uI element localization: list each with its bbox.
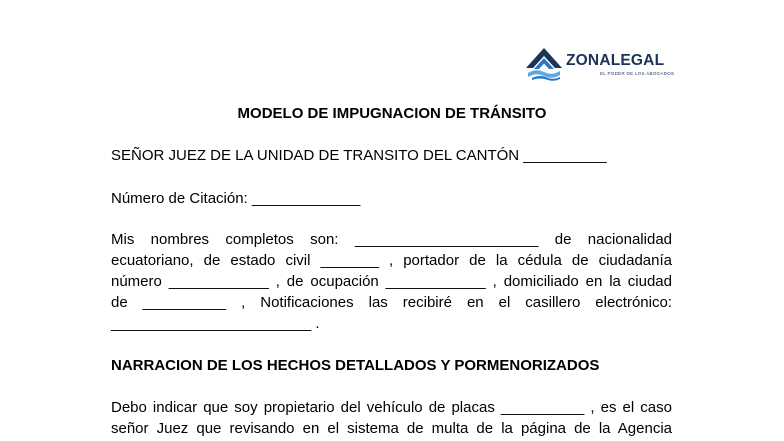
identity-line: de __________ , Notificaciones las recibiré en el casillero electrónico: — [111, 294, 672, 311]
identity-line: número ____________ , de ocupación ____________ , domiciliado en la ciudad — [111, 273, 672, 290]
addressee-line: SEÑOR JUEZ DE LA UNIDAD DE TRANSITO DEL CANTÓN __________ — [111, 147, 607, 164]
section-heading: NARRACION DE LOS HECHOS DETALLADOS Y PORMENORIZADOS — [111, 357, 600, 374]
facts-paragraph — [111, 397, 672, 439]
facts-line: señor Juez que revisando en el sistema de multa de la página de la Agencia — [111, 420, 672, 437]
facts-line: Debo indicar que soy propietario del vehículo de placas __________ , es el caso — [111, 399, 672, 416]
logo-mark-icon — [524, 46, 564, 82]
logo-tagline: EL PODER DE LOS ABOGADOS — [600, 71, 675, 76]
document-title: MODELO DE IMPUGNACION DE TRÁNSITO — [237, 105, 547, 122]
identity-line: Mis nombres completos son: ______________________ de nacionalidad — [111, 231, 672, 248]
logo-name: ZONALEGAL — [566, 52, 665, 69]
identity-line: ecuatoriano, de estado civil _______ , portador de la cédula de ciudadanía — [111, 252, 672, 269]
identity-paragraph — [111, 229, 672, 334]
zonalegal-logo — [524, 46, 674, 82]
citation-line: Número de Citación: _____________ — [111, 190, 361, 207]
identity-line: ________________________ . — [111, 315, 320, 332]
